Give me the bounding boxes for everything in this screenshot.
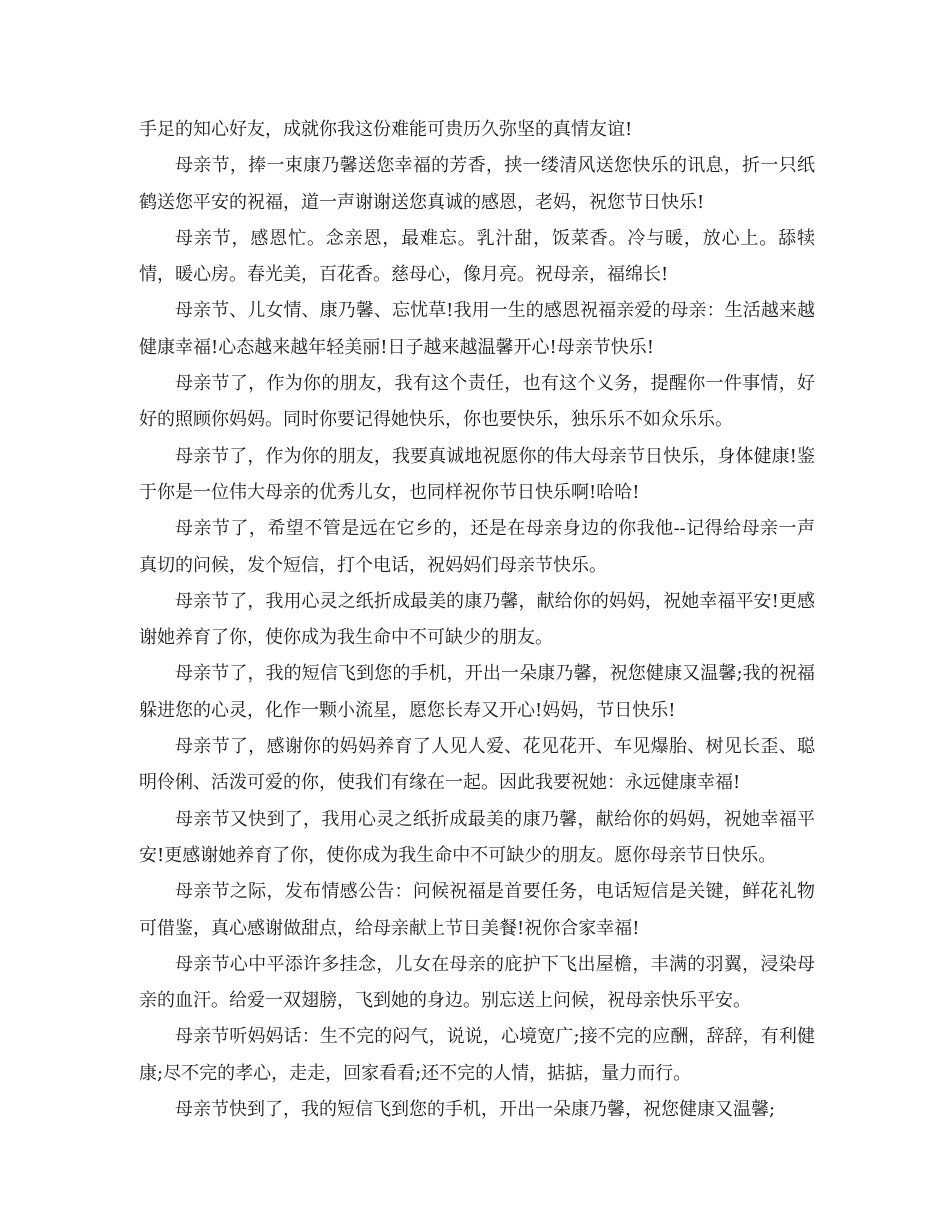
paragraph: 手足的知心好友，成就你我这份难能可贵历久弥坚的真情友谊! (139, 119, 633, 140)
document-body (139, 112, 815, 1128)
paragraph: 母亲节了，我用心灵之纸折成最美的康乃馨，献给你的妈妈，祝她幸福平安!更感谢她养育了你，使你成为我生命中不可缺少的朋友。 (139, 590, 815, 649)
paragraph: 母亲节，捧一束康乃馨送您幸福的芳香，挟一缕清风送您快乐的讯息，折一只纸鹤送您平安的祝福，道一声谢谢送您真诚的感恩，老妈，祝您节日快乐! (139, 155, 815, 213)
paragraph: 母亲节、儿女情、康乃馨、忘忧草!我用一生的感恩祝福亲爱的母亲：生活越来越健康幸福!心态越来越年轻美丽!日子越来越温馨开心!母亲节快乐! (139, 300, 815, 358)
paragraph: 母亲节快到了，我的短信飞到您的手机，开出一朵康乃馨，祝您健康又温馨; (175, 1099, 776, 1121)
paragraph: 母亲节了，作为你的朋友，我有这个责任，也有这个义务，提醒你一件事情，好好的照顾你妈妈。同时你要记得她快乐，你也要快乐，独乐乐不如众乐乐。 (139, 373, 815, 431)
paragraph: 母亲节又快到了，我用心灵之纸折成最美的康乃馨，献给你的妈妈，祝她幸福平安!更感谢她养育了你，使你成为我生命中不可缺少的朋友。愿你母亲节日快乐。 (139, 808, 815, 866)
paragraph: 母亲节了，我的短信飞到您的手机，开出一朵康乃馨，祝您健康又温馨;我的祝福躲进您的心灵，化作一颗小流星，愿您长寿又开心!妈妈，节日快乐! (139, 663, 815, 721)
paragraph: 母亲节了，感谢你的妈妈养育了人见人爱、花见花开、车见爆胎、树见长歪、聪明伶俐、活泼可爱的你，使我们有缘在一起。因此我要祝她：永远健康幸福! (139, 736, 815, 794)
paragraph: 母亲节，感恩忙。念亲恩，最难忘。乳汁甜，饭菜香。冷与暖，放心上。舔犊情，暖心房。春光美，百花香。慈母心，像月亮。祝母亲，福绵长! (139, 227, 815, 286)
paragraph: 母亲节之际，发布情感公告：问候祝福是首要任务，电话短信是关键，鲜花礼物可借鉴，真心感谢做甜点，给母亲献上节日美餐!祝你合家幸福! (139, 881, 815, 939)
paragraph: 母亲节了，希望不管是远在它乡的，还是在母亲身边的你我他--记得给母亲一声真切的问候，发个短信，打个电话，祝妈妈们母亲节快乐。 (139, 518, 815, 576)
paragraph: 母亲节心中平添许多挂念，儿女在母亲的庇护下飞出屋檐，丰满的羽翼，浸染母亲的血汗。给爱一双翅膀，飞到她的身边。别忘送上问候，祝母亲快乐平安。 (139, 953, 815, 1012)
paragraph: 母亲节了，作为你的朋友，我要真诚地祝愿你的伟大母亲节日快乐，身体健康!鉴于你是一位伟大母亲的优秀儿女，也同样祝你节日快乐啊!哈哈! (139, 445, 815, 503)
paragraph: 母亲节听妈妈话：生不完的闷气，说说，心境宽广;接不完的应酬，辞辞，有利健康;尽不完的孝心，走走，回家看看;还不完的人情，掂掂，量力而行。 (139, 1026, 815, 1084)
